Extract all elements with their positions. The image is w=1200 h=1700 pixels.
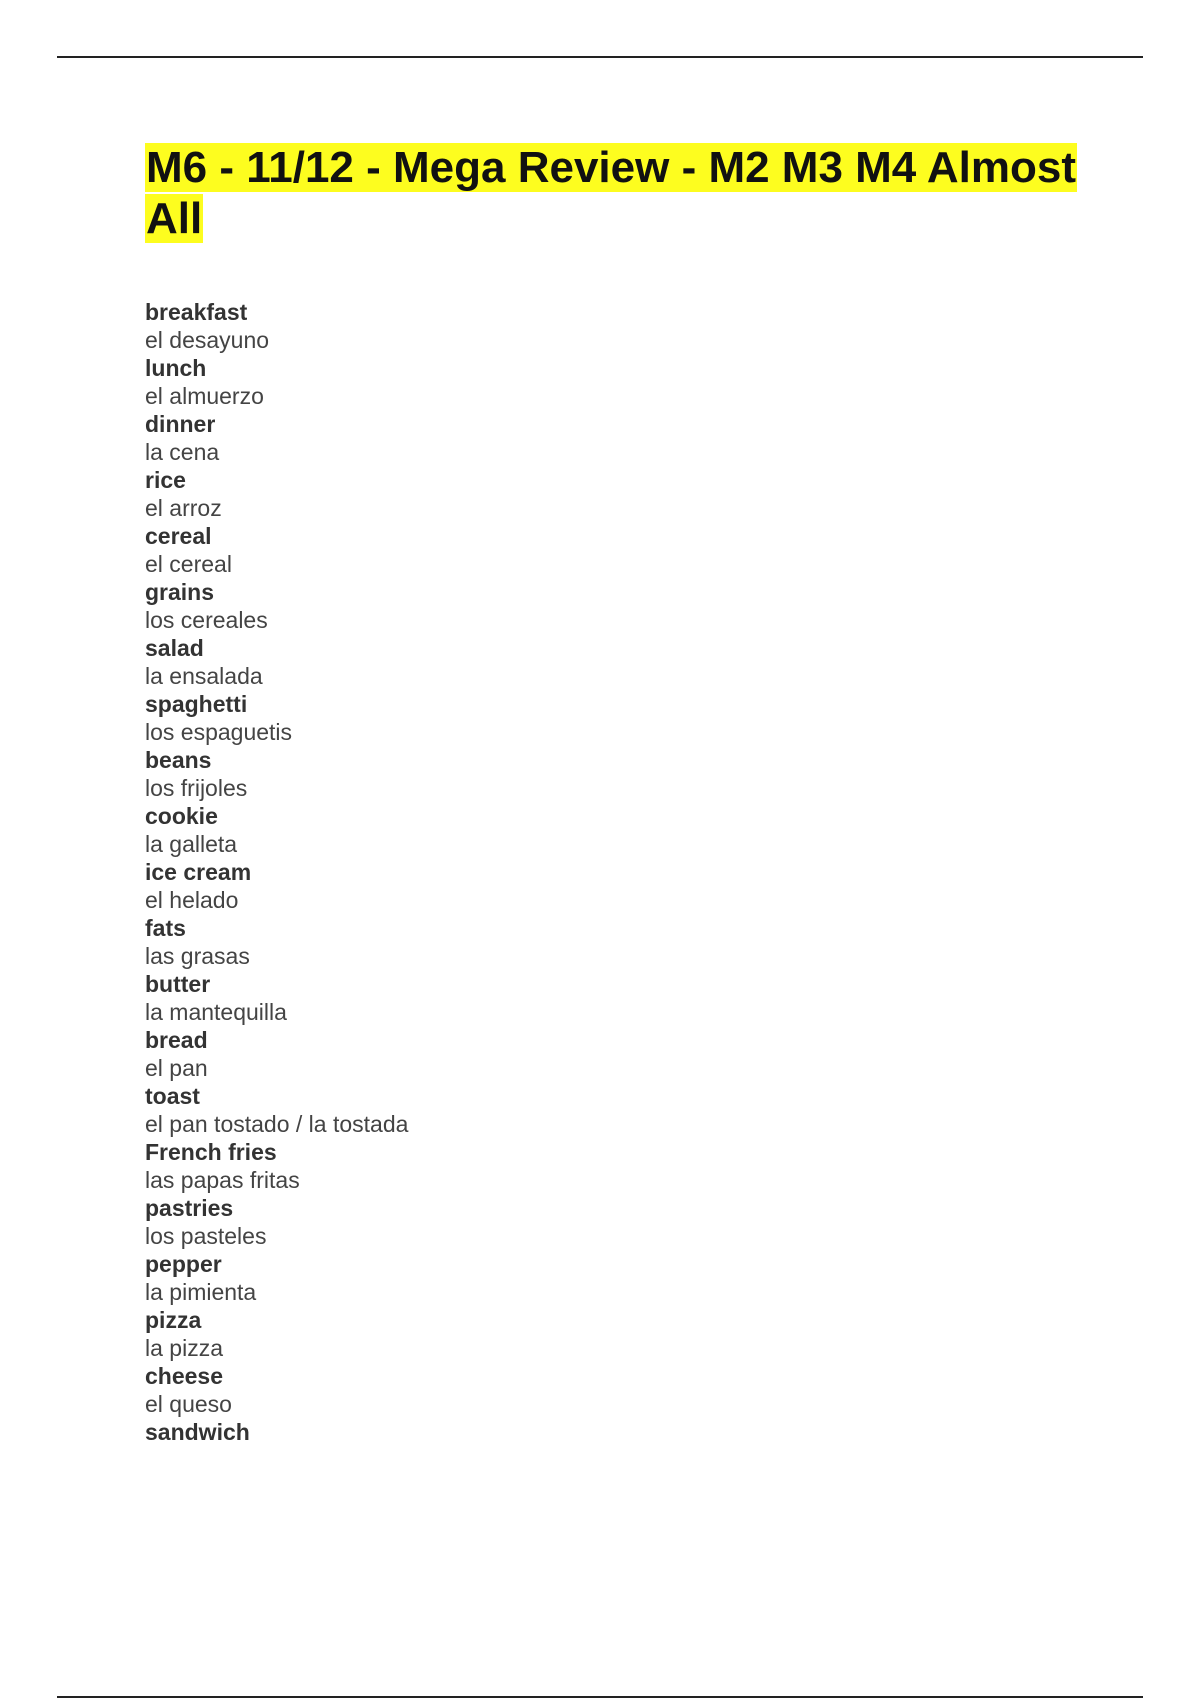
vocab-entry: [145, 802, 408, 858]
vocab-definition: los frijoles: [145, 775, 248, 801]
vocab-term: spaghetti: [145, 691, 248, 717]
vocab-entry: [145, 1138, 408, 1194]
vocab-definition: el pan tostado / la tostada: [145, 1111, 409, 1137]
vocab-definition: la galleta: [145, 831, 238, 857]
vocab-definition: el pan: [145, 1055, 208, 1081]
vocab-entry: [145, 1418, 408, 1446]
vocab-definition: el helado: [145, 887, 239, 913]
vocab-definition: el queso: [145, 1391, 232, 1417]
vocab-definition: la pizza: [145, 1335, 223, 1361]
vocab-entry: [145, 1306, 408, 1362]
vocab-term: cereal: [145, 523, 212, 549]
vocab-entry: [145, 1026, 408, 1082]
vocab-term: ice cream: [145, 859, 252, 885]
vocab-term: grains: [145, 579, 215, 605]
vocab-entry: [145, 354, 408, 410]
vocab-entry: [145, 1194, 408, 1250]
vocab-term: cookie: [145, 803, 218, 829]
vocab-definition: el almuerzo: [145, 383, 264, 409]
vocab-definition: el arroz: [145, 495, 222, 521]
vocab-entry: [145, 634, 408, 690]
vocab-entry: [145, 1250, 408, 1306]
vocab-entry: [145, 522, 408, 578]
vocab-term: pepper: [145, 1251, 222, 1277]
vocab-term: beans: [145, 747, 212, 773]
vocab-definition: la ensalada: [145, 663, 263, 689]
vocab-entry: [145, 858, 408, 914]
vocab-definition: la pimienta: [145, 1279, 257, 1305]
vocab-term: lunch: [145, 355, 207, 381]
vocab-term: salad: [145, 635, 204, 661]
vocab-term: breakfast: [145, 299, 248, 325]
vocab-term: pizza: [145, 1307, 202, 1333]
vocabulary-list: [145, 298, 408, 1446]
document-title-text: M6 - 11/12 - Mega Review - M2 M3 M4 Almost All: [146, 143, 1076, 243]
vocab-entry: [145, 690, 408, 746]
vocab-entry: [145, 578, 408, 634]
vocab-term: bread: [145, 1027, 208, 1053]
vocab-definition: los cereales: [145, 607, 268, 633]
vocab-term: pastries: [145, 1195, 234, 1221]
vocab-definition: los pasteles: [145, 1223, 267, 1249]
vocab-definition: la mantequilla: [145, 999, 287, 1025]
vocab-entry: [145, 466, 408, 522]
vocab-term: butter: [145, 971, 211, 997]
vocab-term: toast: [145, 1083, 200, 1109]
vocab-entry: [145, 746, 408, 802]
vocab-term: cheese: [145, 1363, 224, 1389]
footer-divider: [57, 1696, 1143, 1698]
vocab-term: rice: [145, 467, 186, 493]
vocab-entry: [145, 298, 408, 354]
vocab-term: sandwich: [145, 1419, 250, 1445]
vocab-term: fats: [145, 915, 186, 941]
document-title: [145, 142, 1095, 244]
vocab-entry: [145, 410, 408, 466]
vocab-term: dinner: [145, 411, 216, 437]
vocab-definition: las grasas: [145, 943, 250, 969]
header-divider: [57, 56, 1143, 58]
vocab-definition: la cena: [145, 439, 220, 465]
vocab-entry: [145, 1082, 408, 1138]
vocab-definition: los espaguetis: [145, 719, 293, 745]
vocab-entry: [145, 970, 408, 1026]
vocab-term: French fries: [145, 1139, 277, 1165]
vocab-entry: [145, 1362, 408, 1418]
vocab-definition: el desayuno: [145, 327, 270, 353]
vocab-definition: el cereal: [145, 551, 232, 577]
vocab-definition: las papas fritas: [145, 1167, 300, 1193]
vocab-entry: [145, 914, 408, 970]
